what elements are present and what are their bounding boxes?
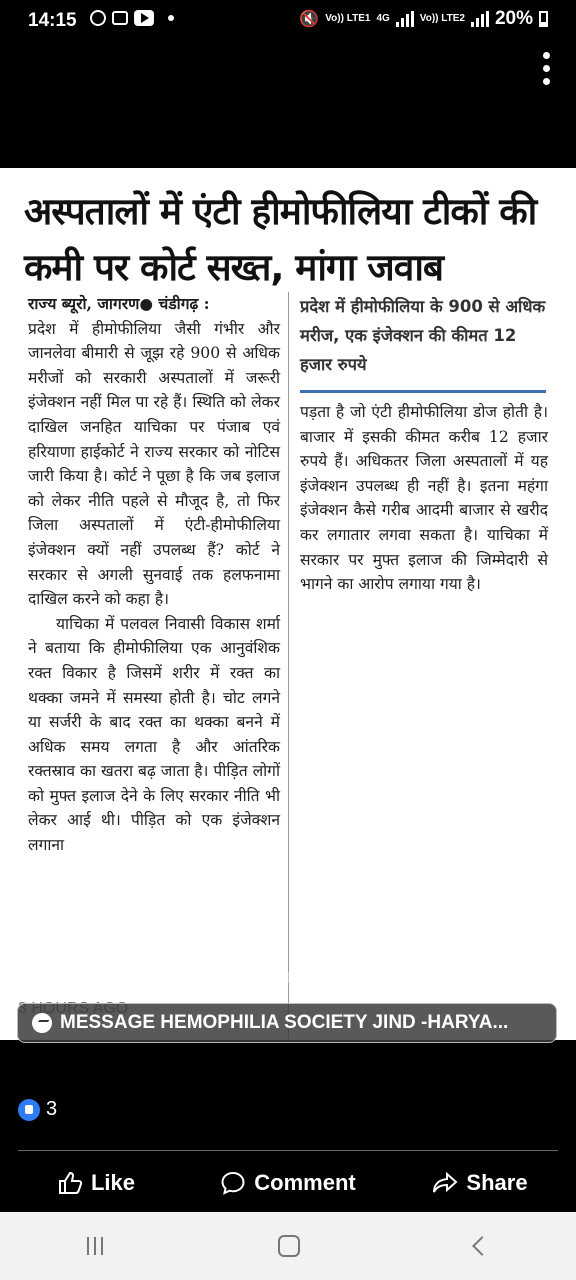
reactions-summary[interactable] — [18, 1098, 57, 1121]
battery-icon — [539, 11, 548, 27]
network-1-label: Vo)) LTE1 — [325, 13, 371, 24]
like-button[interactable] — [0, 1160, 192, 1206]
notification-icons — [90, 10, 174, 26]
share-label: Share — [466, 1170, 528, 1195]
divider — [18, 1150, 558, 1151]
post-actions — [0, 1160, 576, 1206]
more-options-icon[interactable] — [540, 52, 552, 85]
share-button[interactable] — [384, 1160, 576, 1206]
article-subhead: प्रदेश में हीमोफीलिया के 900 से अधिक मरीज, एक इंजेक्शन की कीमत 12 हजार रुपये — [300, 297, 546, 374]
subhead-rule — [300, 390, 546, 393]
comment-label: Comment — [254, 1170, 356, 1195]
status-bar — [0, 0, 576, 44]
system-icons — [299, 8, 548, 30]
newspaper-clipping-image[interactable] — [0, 168, 576, 1040]
android-nav-bar — [0, 1212, 576, 1280]
messenger-icon — [32, 1013, 52, 1033]
article-right-column — [300, 400, 548, 597]
thumbs-up-icon — [57, 1170, 83, 1196]
signal-1-icon — [396, 11, 414, 27]
page-name[interactable]: Hemophilia Society Jind -Haryana — [18, 966, 341, 988]
comment-button[interactable] — [192, 1160, 384, 1206]
recent-apps-icon[interactable] — [87, 1237, 103, 1255]
network-2-label: Vo)) LTE2 — [419, 13, 465, 24]
network-type-label: 4G — [376, 13, 390, 24]
youtube-icon — [134, 10, 154, 26]
article-paragraph-3: पड़ता है जो एंटी हीमोफीलिया डोज होती है। बाजार में इसकी कीमत करीब 12 हजार रुपये हैं। अधिकतर जिला अस्पतालों में यह इंजेक्शन उपलब्ध ही नहीं है। इतना महंगा इंजेक्शन कैसे गरीब आदमी बाजार से खरीद कर लगातार लगवा सकता है। याचिका में सरकार पर मुफ्त इलाज की जिम्मेदारी से भागने का आरोप लगाया गया है। — [300, 403, 548, 594]
comment-icon — [220, 1170, 246, 1196]
article-left-column — [28, 292, 280, 858]
reaction-count: 3 — [46, 1098, 58, 1120]
mute-icon: 🔇 — [299, 11, 320, 28]
column-divider — [288, 292, 289, 1040]
like-reaction-icon — [18, 1099, 40, 1121]
article-paragraph-1: प्रदेश में हीमोफीलिया जैसी गंभीर और जानलेवा बीमारी से जूझ रहे 900 से अधिक मरीजों को सरकारी अस्पतालों में जरूरी इंजेक्शन नहीं मिल पा रहे हैं। स्थिति को लेकर दाखिल जनहित याचिका पर पंजाब एवं हरियाणा हाईकोर्ट ने राज्य सरकार को नोटिस जारी किया है। कोर्ट ने पूछा है कि जब इलाज को लेकर नीति पहले से मौजूद है, तो फिर जिला अस्पतालों में एंटी-हीमोफीलिया इंजेक्शन क्यों नहीं उपलब्ध हैं? कोर्ट ने सरकार से अगली सुनवाई तक हलफनामा दाखिल करने को कहा है। — [28, 319, 280, 609]
message-page-button[interactable] — [17, 1003, 557, 1043]
message-icon — [112, 11, 128, 25]
message-button-label: MESSAGE HEMOPHILIA SOCIETY JIND -HARYA... — [60, 1012, 509, 1033]
signal-2-icon — [471, 11, 489, 27]
article-byline: राज्य ब्यूरो, जागरण● चंडीगढ़ : — [28, 294, 210, 313]
more-notifications-icon — [168, 15, 174, 21]
article-headline: अस्पतालों में एंटी हीमोफीलिया टीकों की कमी पर कोर्ट सख्त, मांगा जवाब — [24, 190, 537, 289]
back-icon[interactable] — [472, 1236, 492, 1256]
clock: 14:15 — [28, 10, 77, 31]
home-icon[interactable] — [278, 1235, 300, 1257]
share-icon — [432, 1170, 458, 1196]
like-label: Like — [90, 1170, 136, 1195]
article-paragraph-2: याचिका में पलवल निवासी विकास शर्मा ने बताया कि हीमोफीलिया एक आनुवंशिक रक्त विकार है जिसमें शरीर में रक्त का थक्का जमने में समस्या होती है। चोट लगने या सर्जरी के बाद रक्त का थक्का बनने में अधिक समय लगता है और आंतरिक रक्तस्राव का खतरा बढ़ जाता है। पीड़ित लोगों को मुफ्त इलाज देने के लिए सरकार नीति भी लेकर आई थी। पीड़ित को एक इंजेक्शन लगाना — [28, 614, 280, 855]
whatsapp-icon — [90, 10, 106, 26]
battery-percent: 20% — [494, 8, 533, 29]
